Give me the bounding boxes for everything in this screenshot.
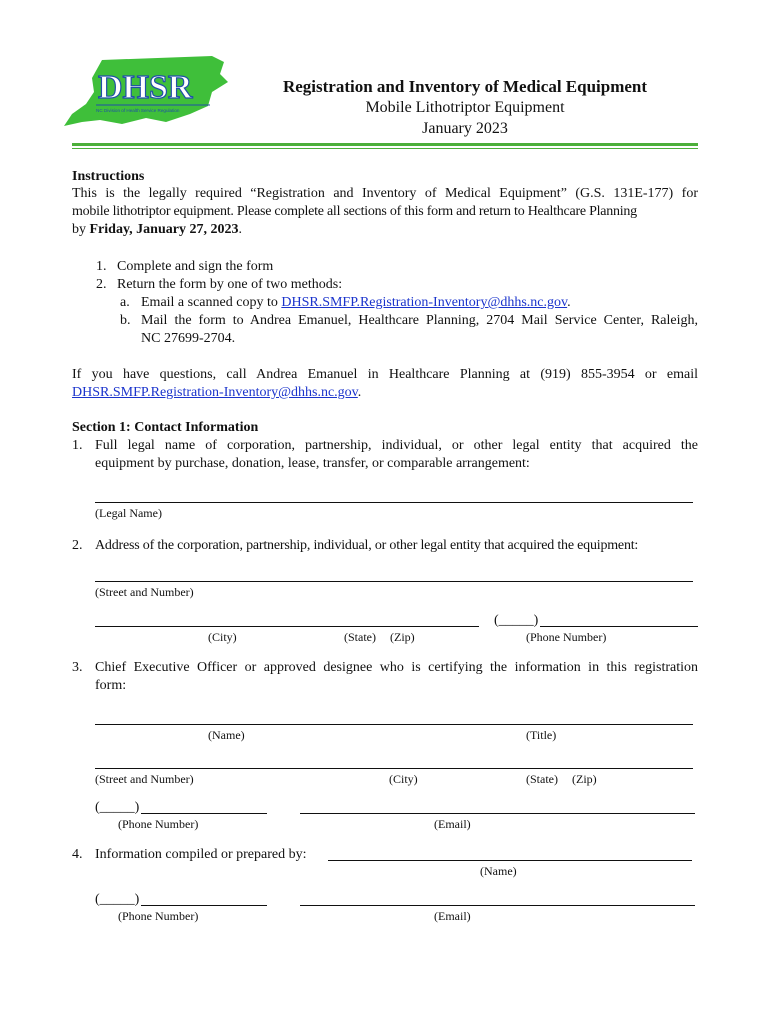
org-phone-field[interactable] — [540, 626, 698, 627]
preparer-email-label: (Email) — [434, 909, 471, 923]
document-header — [250, 76, 680, 139]
q2-number: 2. — [72, 538, 83, 553]
preparer-phone-label: (Phone Number) — [118, 909, 199, 923]
substep-a-number: a. — [120, 295, 130, 310]
q4-text: Information compiled or prepared by: — [95, 847, 307, 862]
q1-number: 1. — [72, 438, 83, 453]
logo-text: DHSR — [98, 69, 193, 106]
step-1-text: Complete and sign the form — [117, 259, 274, 274]
ceo-title-label: (Title) — [526, 728, 557, 742]
org-state-label: (State) — [344, 630, 376, 644]
ceo-name-label: (Name) — [208, 728, 245, 742]
email-link-a[interactable]: DHSR.SMFP.Registration-Inventory@dhhs.nc.gov — [281, 295, 568, 310]
q2-text: Address of the corporation, partnership, individual, or other legal entity that acquired the equipment: — [95, 538, 639, 553]
step-2-number: 2. — [96, 277, 107, 292]
email-link-questions[interactable]: DHSR.SMFP.Registration-Inventory@dhhs.nc.gov — [72, 385, 358, 400]
legal-name-field[interactable] — [95, 502, 693, 503]
preparer-phone-field[interactable] — [141, 905, 267, 906]
instructions-para-line3: by Friday, January 27, 2023. — [72, 222, 242, 237]
dhsr-logo — [62, 52, 232, 130]
ceo-phone-label: (Phone Number) — [118, 817, 199, 831]
ceo-street-label: (Street and Number) — [95, 772, 194, 786]
ceo-address-field[interactable] — [95, 768, 693, 769]
preparer-area-code-field[interactable]: (_____) — [95, 892, 140, 907]
instructions-para-line1: This is the legally required “Registration and Inventory of Medical Equipment” (G.S. 131E-177) for — [72, 186, 698, 201]
ceo-zip-label: (Zip) — [572, 772, 597, 786]
questions-line1: If you have questions, call Andrea Emanuel in Healthcare Planning at (919) 855-3954 or email — [72, 367, 698, 382]
preparer-name-field[interactable] — [328, 860, 692, 861]
org-city-label: (City) — [208, 630, 237, 644]
org-area-code-field[interactable]: (_____) — [494, 613, 539, 628]
header-divider-thin — [72, 148, 698, 149]
instructions-para-line2: mobile lithotriptor equipment. Please complete all sections of this form and return to Healthcare Planning — [72, 204, 637, 219]
ceo-area-code-field[interactable]: (_____) — [95, 800, 140, 815]
questions-line2: DHSR.SMFP.Registration-Inventory@dhhs.nc.gov. — [72, 385, 362, 400]
ceo-phone-field[interactable] — [141, 813, 267, 814]
substep-a-text: Email a scanned copy to DHSR.SMFP.Registration-Inventory@dhhs.nc.gov. — [141, 295, 571, 310]
substep-b-line1: Mail the form to Andrea Emanuel, Healthcare Planning, 2704 Mail Service Center, Raleigh, — [141, 313, 698, 328]
ceo-email-field[interactable] — [300, 813, 695, 814]
document-date: January 2023 — [422, 120, 508, 137]
step-1-number: 1. — [96, 259, 107, 274]
preparer-email-field[interactable] — [300, 905, 695, 906]
step-2-text: Return the form by one of two methods: — [117, 277, 343, 292]
due-date: Friday, January 27, 2023 — [89, 222, 239, 237]
org-zip-label: (Zip) — [390, 630, 415, 644]
section1-heading: Section 1: Contact Information — [72, 420, 259, 435]
logo-subtext: NC Division of Health Service Regulation — [96, 108, 180, 113]
header-divider — [72, 143, 698, 146]
document-subtitle: Mobile Lithotriptor Equipment — [365, 99, 565, 116]
q3-line1: Chief Executive Officer or approved designee who is certifying the information in this registration — [95, 660, 698, 675]
substep-b-line2: NC 27699-2704. — [141, 331, 236, 346]
q1-line2: equipment by purchase, donation, lease, transfer, or comparable arrangement: — [95, 456, 530, 471]
q3-line2: form: — [95, 678, 127, 693]
ceo-city-label: (City) — [389, 772, 418, 786]
org-phone-label: (Phone Number) — [526, 630, 607, 644]
substep-b-number: b. — [120, 313, 131, 328]
q4-number: 4. — [72, 847, 83, 862]
legal-name-label: (Legal Name) — [95, 506, 162, 520]
org-street-label: (Street and Number) — [95, 585, 194, 599]
org-street-field[interactable] — [95, 581, 693, 582]
instructions-heading: Instructions — [72, 169, 145, 184]
ceo-name-title-field[interactable] — [95, 724, 693, 725]
q1-line1: Full legal name of corporation, partnership, individual, or other legal entity that acquired the — [95, 438, 698, 453]
ceo-state-label: (State) — [526, 772, 558, 786]
ceo-email-label: (Email) — [434, 817, 471, 831]
org-city-state-zip-field[interactable] — [95, 626, 479, 627]
q3-number: 3. — [72, 660, 83, 675]
preparer-name-label: (Name) — [480, 864, 517, 878]
document-title: Registration and Inventory of Medical Equipment — [282, 77, 648, 96]
nc-state-shape-icon — [62, 52, 232, 130]
